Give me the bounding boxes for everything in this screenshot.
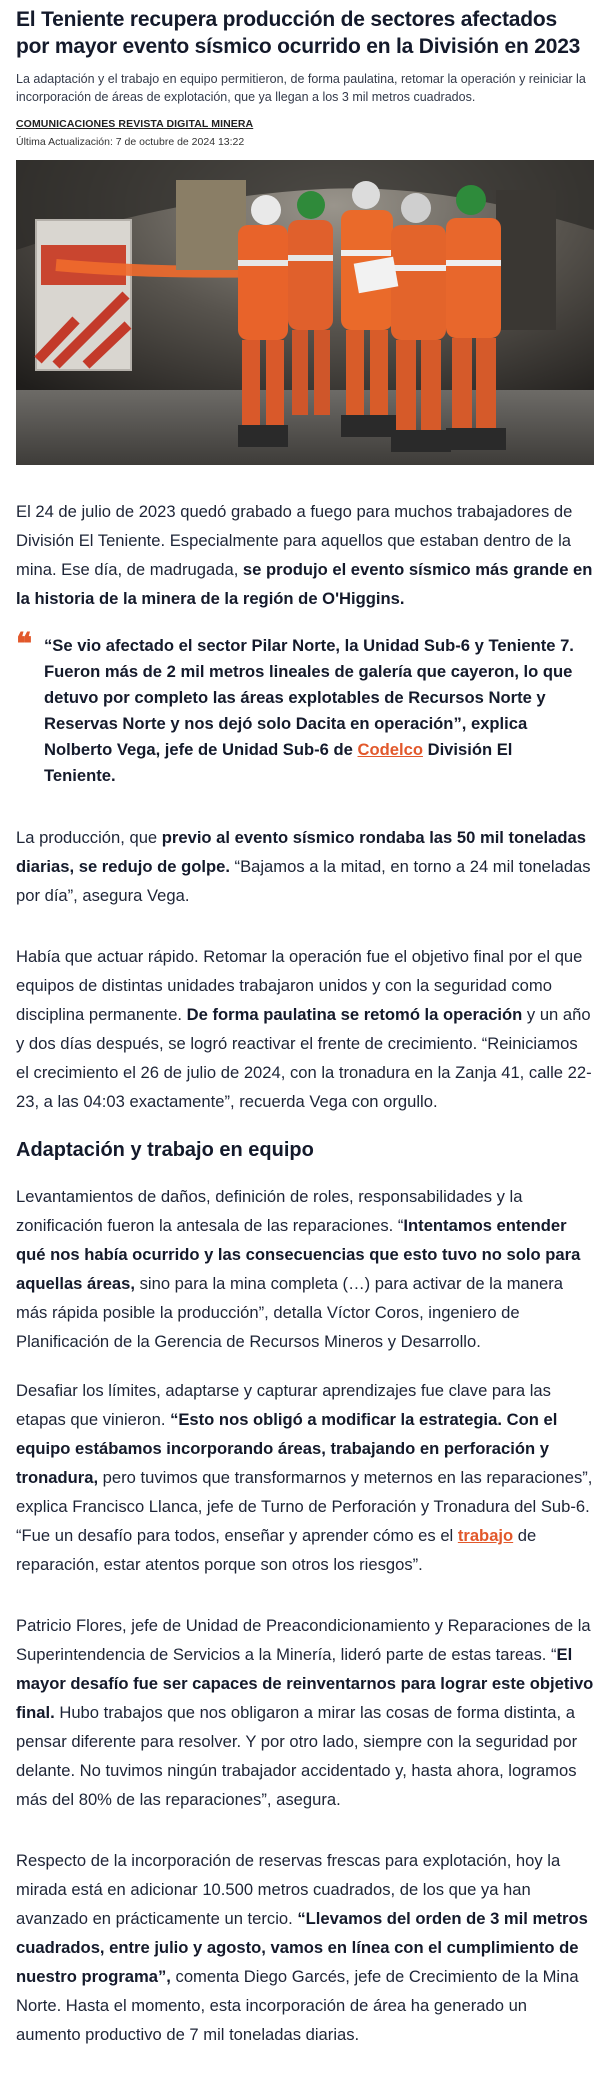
paragraph-text: “Bajamos a la mitad, en torno a 24 mil toneladas por día”, asegura Vega.	[16, 857, 591, 905]
article-subtitle: La adaptación y el trabajo en equipo permitieron, de forma paulatina, retomar la operación y reiniciar la incorporación de áreas de explotación, que ya llegan a los 3 mil metros cuadrados.	[16, 72, 586, 104]
paragraph-text: Había que actuar rápido. Retomar la operación fue el objetivo final por el que equipos de distintas unidades trabajaron unidos y con la seguridad como disciplina permanente.	[16, 947, 583, 1024]
paragraph-bold: “Esto nos obligó a modificar la estrategia. Con el equipo estábamos incorporando áreas, trabajando en perforación y tronadura,	[16, 1410, 558, 1487]
paragraph-text: Patricio Flores, jefe de Unidad de Preacondicionamiento y Reparaciones de la Superintendencia de Servicios a la Minería, lideró parte de estas tareas. “	[16, 1616, 591, 1664]
paragraph-text: Levantamientos de daños, definición de roles, responsabilidades y la zonificación fueron la antesala de las reparaciones. “	[16, 1187, 523, 1235]
paragraph-text: y un año y dos días después, se logró reactivar el frente de crecimiento. “Reiniciamos el crecimiento el 26 de julio de 2024, con la tronadura en la Zanja 41, calle 22-23, a las 04:03 exactamente”, recuerda Vega con orgullo.	[16, 1005, 592, 1111]
paragraph-bold: El mayor desafío fue ser capaces de reinventarnos para lograr este objetivo final.	[16, 1645, 594, 1722]
hero-image	[16, 160, 594, 465]
paragraph-text: de reparación, estar atentos porque son otros los riesgos”.	[16, 1526, 537, 1574]
paragraph-damage	[16, 1182, 594, 1356]
paragraph-flores	[16, 1611, 594, 1814]
codelco-link[interactable]: Codelco	[357, 740, 423, 759]
paragraph-text: sino para la mina completa (…) para activar de la manera más rápida posible la producción”, detalla Víctor Coros, ingeniero de Planificación de la Gerencia de Recursos Mineros y Desarrollo.	[16, 1274, 563, 1351]
paragraph-restart	[16, 942, 594, 1116]
paragraph-text: Desafiar los límites, adaptarse y capturar aprendizajes fue clave para las etapas que vinieron.	[16, 1381, 551, 1429]
blockquote	[16, 627, 594, 789]
quote-text-end: División El Teniente.	[44, 740, 513, 785]
last-updated: Última Actualización: 7 de octubre de 2024 13:22	[16, 136, 245, 148]
paragraph-reserves	[16, 1846, 594, 2049]
paragraph-production	[16, 823, 594, 910]
paragraph-bold: previo al evento sísmico rondaba las 50 mil toneladas diarias, se redujo de golpe.	[16, 828, 586, 876]
paragraph-bold: se produjo el evento sísmico más grande en la historia de la minera de la región de O'Higgins.	[16, 560, 593, 608]
paragraph-challenge	[16, 1376, 594, 1579]
author-link[interactable]: COMUNICACIONES REVISTA DIGITAL MINERA	[16, 118, 254, 130]
quote-text-part: “Se vio afectado el sector Pilar Norte, la Unidad Sub-6 y Teniente 7. Fueron más de 2 mil metros lineales de galería que cayeron, lo que detuvo por completo las áreas explotables de Recursos Norte y Reservas Norte y nos dejó solo Dacita en operación”, explica Nolberto Vega, jefe de Unidad Sub-6 de	[44, 636, 574, 759]
paragraph-bold: De forma paulatina se retomó la operación	[186, 1005, 523, 1024]
paragraph-text: pero tuvimos que transformarnos y meternos en las reparaciones”, explica Francisco Llanca, jefe de Turno de Perforación y Tronadura del Sub-6. “Fue un desafío para todos, enseñar y aprender cómo es el	[16, 1468, 593, 1545]
paragraph-intro	[16, 497, 594, 613]
article-title: El Teniente recupera producción de sectores afectados por mayor evento sísmico ocurrido en la División en 2023	[16, 8, 581, 58]
paragraph-text: Respecto de la incorporación de reservas frescas para explotación, hoy la mirada está en adicionar 10.500 metros cuadrados, de los que ya han avanzado en prácticamente un tercio.	[16, 1851, 561, 1928]
quote-text	[44, 633, 594, 789]
paragraph-text: El 24 de julio de 2023 quedó grabado a fuego para muchos trabajadores de División El Teniente. Especialmente para aquellos que estaban dentro de la mina. Ese día, de madrugada,	[16, 502, 573, 579]
quote-icon: ❝	[16, 627, 33, 662]
paragraph-text: Hubo trabajos que nos obligaron a mirar las cosas de forma distinta, a pensar diferente para resolver. Y por otro lado, siempre con la seguridad por delante. No tuvimos ningún trabajador accidentado y, hasta ahora, logramos más del 80% de las reparaciones”, asegura.	[16, 1703, 578, 1809]
paragraph-text: La producción, que	[16, 828, 162, 847]
trabajo-link[interactable]: trabajo	[457, 1526, 514, 1545]
section-heading: Adaptación y trabajo en equipo	[16, 1139, 314, 1161]
paragraph-text: comenta Diego Garcés, jefe de Crecimiento de la Mina Norte. Hasta el momento, esta incorporación de área ha generado un aumento productivo de 7 mil toneladas diarias.	[16, 1967, 579, 2044]
paragraph-bold: “Llevamos del orden de 3 mil metros cuadrados, entre julio y agosto, vamos en línea con el cumplimiento de nuestro programa”,	[16, 1909, 588, 1986]
paragraph-bold: Intentamos entender qué nos había ocurrido y las consecuencias que esto tuvo no solo para aquellas áreas,	[16, 1216, 581, 1293]
